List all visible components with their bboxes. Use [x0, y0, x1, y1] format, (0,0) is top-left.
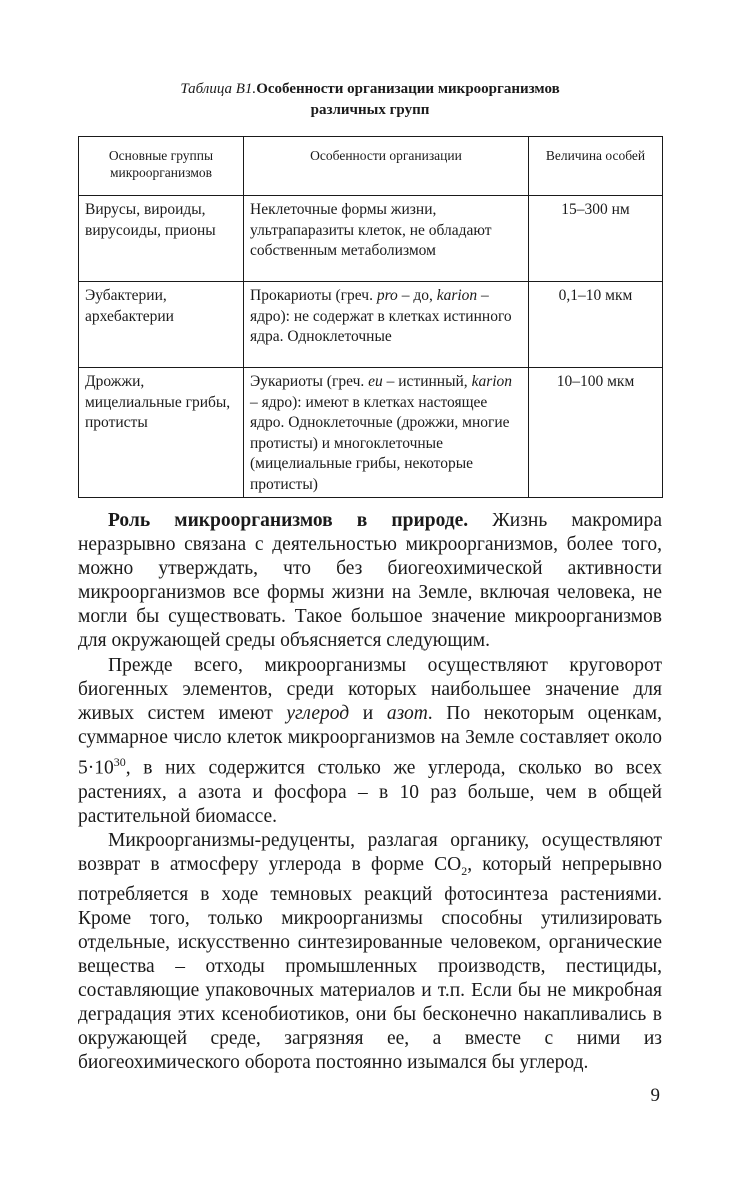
- cell-features: Неклеточные формы жизни, ультрапаразиты клеток, не обладают собственным метаболизмом: [244, 196, 529, 282]
- caption-line-2: различных групп: [310, 102, 430, 118]
- organization-table: [78, 136, 663, 498]
- exponent: 30: [113, 754, 126, 769]
- cell-group: Вирусы, вироиды, вирусоиды, прионы: [79, 196, 244, 282]
- features-text: – ядро): имеют в клетках настоящее ядро. Одноклеточные (дрожжи, многие протисты) и многоклеточные (мицелиальные грибы, некоторые протисты): [250, 393, 510, 493]
- features-term: eu: [368, 373, 383, 390]
- table-row: [79, 196, 663, 282]
- header-group: Основные группы микроорганизмов: [79, 137, 244, 196]
- features-text: Прокариоты (греч.: [250, 287, 377, 304]
- features-text: – до,: [397, 287, 437, 304]
- table-caption: [78, 79, 662, 121]
- term-carbon: углерод: [286, 702, 350, 724]
- table-row: [79, 282, 663, 368]
- cell-size: 15–300 нм: [529, 196, 663, 282]
- features-term: karion: [436, 287, 478, 304]
- header-features: Особенности организации: [244, 137, 529, 196]
- paragraph-text: , в них содержится столько же углерода, сколько во всех растениях, а азота и фосфора – в 10 раз больше, чем в общей растительной биомассе.: [78, 757, 662, 827]
- paragraph-text: и: [349, 702, 387, 724]
- paragraph-reducers: [78, 829, 662, 1076]
- paragraph-text: Прежде всего, микроорганизмы осуществляют круговорот биогенных элементов, среди которых наибольшее значение для живых систем имеют: [78, 654, 662, 724]
- features-text: Эукариоты (греч.: [250, 373, 369, 390]
- features-term: pro: [376, 287, 398, 304]
- cell-features: [244, 282, 529, 368]
- cell-size: 0,1–10 мкм: [529, 282, 663, 368]
- paragraph-text: . По некоторым оценкам, суммарное число клеток микроорганизмов на Земле составляет около 5·10: [78, 702, 662, 779]
- paragraph-role: [78, 509, 662, 654]
- features-term: karion: [471, 373, 513, 390]
- cell-size: 10–100 мкм: [529, 368, 663, 498]
- paragraph-text: , который непрерывно потребляется в ходе темновых реакций фотосинтеза растениями. Кроме того, только микроорганизмы способны утилизировать отдельные, искусственно синтезированные человеком, органические вещества – отходы промышленных производств, пестициды, составляющие упаковочных материалов и т.п. Если бы не микробная деградация этих ксенобиотиков, они бы бесконечно накапливались в окружающей среде, загрязняя ее, а вместе с ними из биогеохимического оборота постоянно изымался бы углерод.: [78, 853, 662, 1074]
- table-header-row: [79, 137, 663, 196]
- caption-label: Таблица В1.: [180, 81, 257, 97]
- paragraph-text: Микроорганизмы-редуценты, разлагая органику, осуществляют возврат в атмосферу углерода в форме СО: [78, 829, 662, 875]
- cell-features: [244, 368, 529, 498]
- term-nitrogen: азот: [386, 702, 428, 724]
- cell-group: Эубактерии, архебактерии: [79, 282, 244, 368]
- caption-title: Особенности организации микроорганизмов: [256, 81, 560, 97]
- cell-group: Дрожжи, мицелиальные грибы, протисты: [79, 368, 244, 498]
- page-number: 9: [650, 1085, 660, 1106]
- header-size: Величина особей: [529, 137, 663, 196]
- features-text: – истинный,: [382, 373, 472, 390]
- features-text: – ядро): не содержат в клетках истинного ядра. Одноклеточные: [250, 287, 512, 345]
- table-row: [79, 368, 663, 498]
- caption-line-1: [78, 79, 662, 100]
- subscript: 2: [461, 863, 468, 878]
- paragraph-cycle: [78, 654, 662, 829]
- body-text: [78, 509, 662, 1076]
- paragraph-text: Жизнь макромира неразрывно связана с деятельностью микроорганизмов, более того, можно утверждать, что без биогеохимической активности микроорганизмов все формы жизни на Земле, включая человека, не могли бы существовать. Такое большое значение микроорганизмов для окружающей среды объясняется следующим.: [78, 510, 662, 652]
- paragraph-lead: Роль микроорганизмов в природе.: [108, 510, 469, 531]
